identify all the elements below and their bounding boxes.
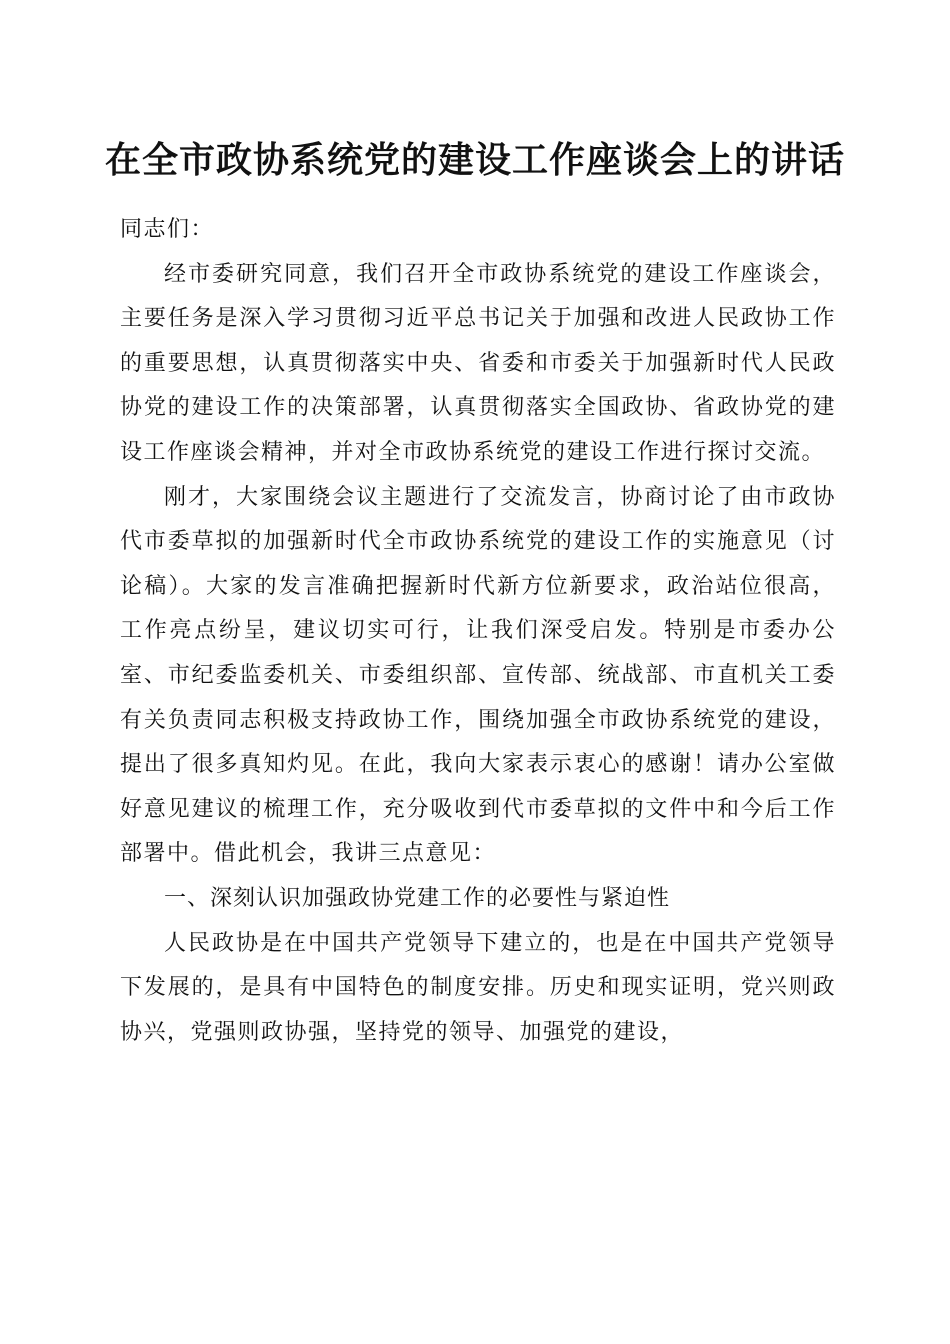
salutation: 同志们： xyxy=(120,217,215,242)
paragraph-intro: 经市委研究同意，我们召开全市政协系统党的建设工作座谈会，主要任务是深入学习贯彻习近平总书记关于加强和改进人民政协工作的重要思想，认真贯彻落实中央、省委和市委关于加强新时代人民政协党的建设工作的决策部署，认真贯彻落实全国政协、省政协党的建设工作座谈会精神，并对全市政协系统党的建设工作进行探讨交流。 xyxy=(120,261,836,465)
document-title: 在全市政协系统党的建设工作座谈会上的讲话 xyxy=(104,139,845,181)
section-paragraph: 人民政协是在中国共产党领导下建立的，也是在中国共产党领导下发展的，是具有中国特色的制度安排。历史和现实证明，党兴则政协兴，党强则政协强，坚持党的领导、加强党的建设， xyxy=(120,930,836,1045)
paragraph-discussion: 刚才，大家围绕会议主题进行了交流发言，协商讨论了由市政协代市委草拟的加强新时代全市政协系统党的建设工作的实施意见（讨论稿）。大家的发言准确把握新时代新方位新要求，政治站位很高，工作亮点纷呈，建议切实可行，让我们深受启发。特别是市委办公室、市纪委监委机关、市委组织部、宣传部、统战部、市直机关工委有关负责同志积极支持政协工作，围绕加强全市政协系统党的建设，提出了很多真知灼见。在此，我向大家表示衷心的感谢！请办公室做好意见建议的梳理工作，充分吸收到代市委草拟的文件中和今后工作部署中。借此机会，我讲三点意见： xyxy=(120,484,836,867)
document-body xyxy=(120,208,836,1055)
section-heading: 一、深刻认识加强政协党建工作的必要性与紧迫性 xyxy=(164,885,671,911)
